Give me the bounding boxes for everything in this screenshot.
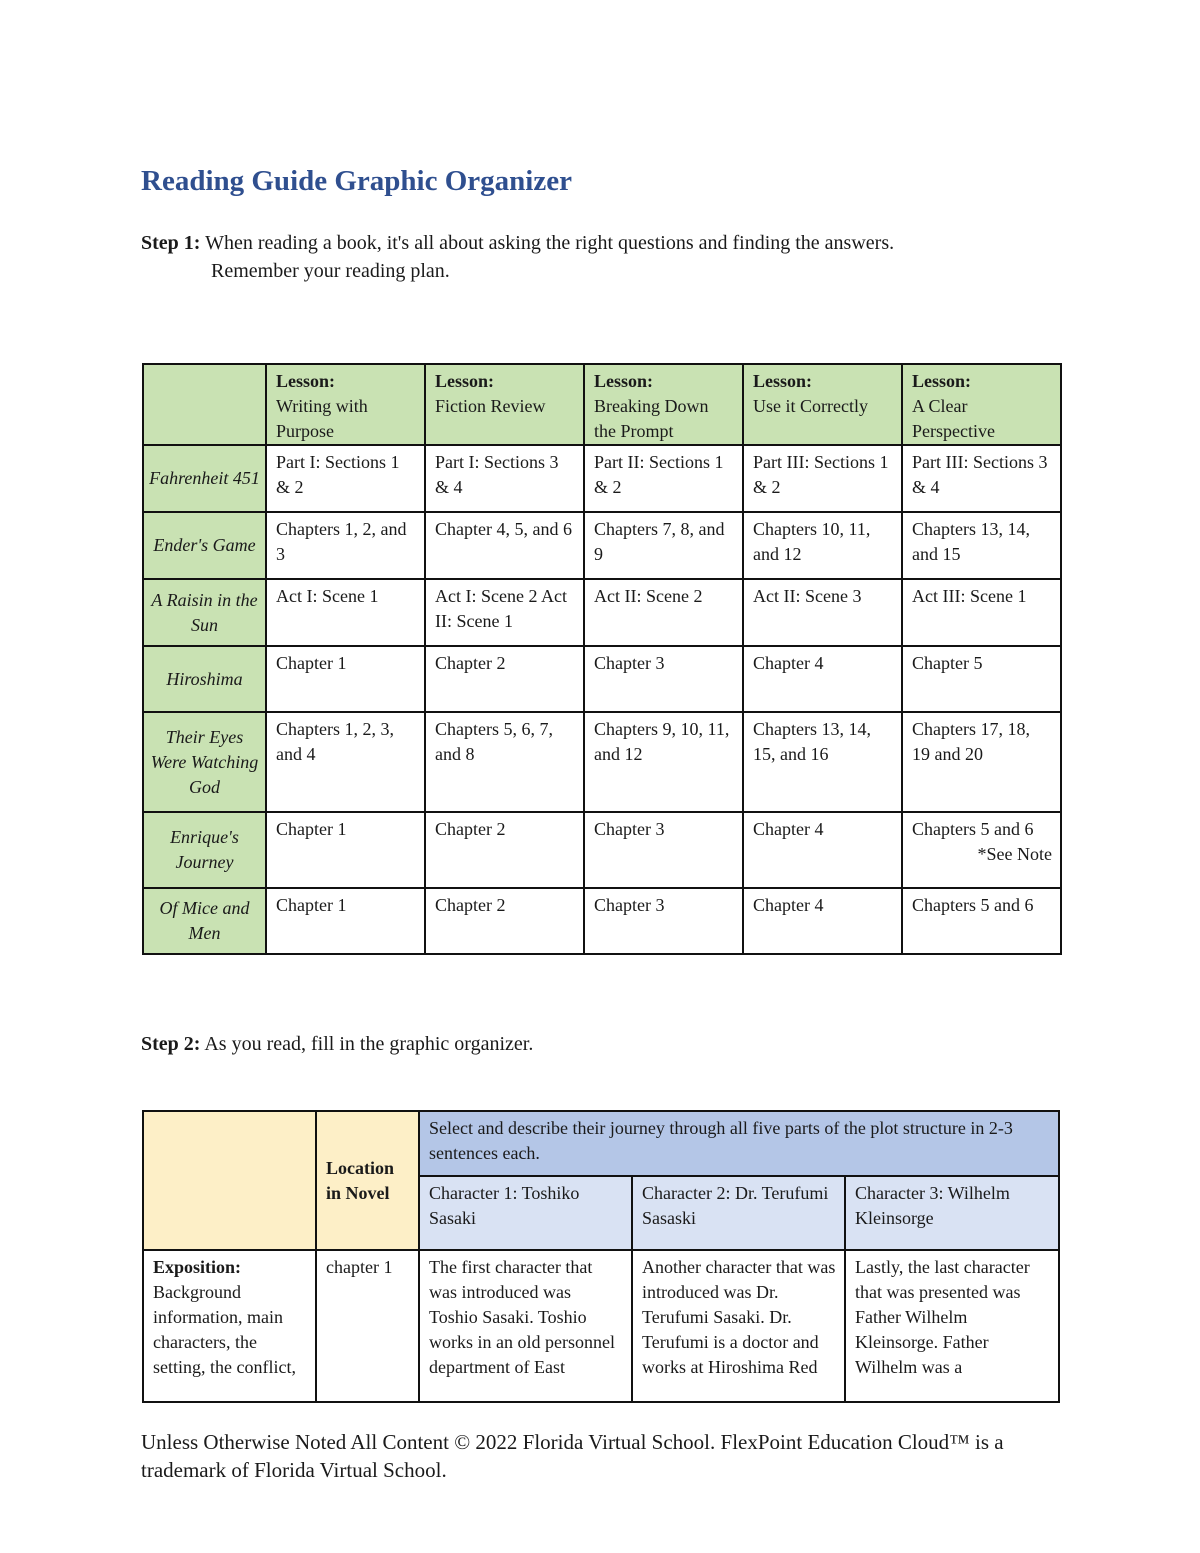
table-cell: Part I: Sections 3 & 4 [425, 445, 584, 512]
plot-instructions: Select and describe their journey through all five parts of the plot structure in 2-3 sentences each. [419, 1111, 1059, 1176]
lesson-header: Lesson: Use it Correctly [743, 364, 902, 445]
table-cell: Chapters 10, 11, and 12 [743, 512, 902, 579]
table-cell: Chapters 5, 6, 7, and 8 [425, 712, 584, 812]
table-cell: Chapters 17, 18, 19 and 20 [902, 712, 1061, 812]
table-cell: Chapters 1, 2, 3, and 4 [266, 712, 425, 812]
character-header: Character 1: Toshiko Sasaki [419, 1176, 632, 1250]
table-cell: Chapters 13, 14, and 15 [902, 512, 1061, 579]
copyright-footer: Unless Otherwise Noted All Content © 2022 Florida Virtual School. FlexPoint Education Cloud™ is a trademark of Florida Virtual School. [141, 1430, 1004, 1482]
lesson-header: Lesson: Breaking Down the Prompt [584, 364, 743, 445]
step1-label: Step 1: [141, 232, 201, 254]
table-cell: Chapter 2 [425, 646, 584, 712]
table-cell: Act III: Scene 1 [902, 579, 1061, 646]
table-row [143, 888, 1061, 954]
table-cell: Chapters 7, 8, and 9 [584, 512, 743, 579]
table-cell: Part I: Sections 1 & 2 [266, 445, 425, 512]
lesson-header-row [143, 364, 1061, 445]
table-cell: Chapter 5 [902, 646, 1061, 712]
exposition-label: Exposition: [153, 1257, 242, 1277]
step2-instructions [141, 1030, 533, 1058]
table-cell: Chapter 4, 5, and 6 [425, 512, 584, 579]
location-cell: chapter 1 [316, 1250, 419, 1402]
table-row [143, 579, 1061, 646]
reading-plan-table [142, 363, 1062, 955]
see-note: *See Note [977, 844, 1052, 864]
step1-instructions [141, 229, 1101, 285]
table-cell: Act II: Scene 3 [743, 579, 902, 646]
table-row [143, 445, 1061, 512]
table-cell: Chapters 13, 14, 15, and 16 [743, 712, 902, 812]
lesson-header: Lesson: Writing with Purpose [266, 364, 425, 445]
table-cell: Chapters 5 and 6 [902, 888, 1061, 954]
cell-text: Chapters 5 and 6 [912, 819, 1034, 839]
character3-cell: Lastly, the last character that was presented was Father Wilhelm Kleinsorge. Father Wilhelm was a [845, 1250, 1059, 1402]
character1-cell: The first character that was introduced was Toshio Sasaki. Toshio works in an old personnel department of East [419, 1250, 632, 1402]
table-cell: Part III: Sections 3 & 4 [902, 445, 1061, 512]
table-cell: Chapter 2 [425, 888, 584, 954]
table-cell: Chapters 9, 10, 11, and 12 [584, 712, 743, 812]
table-cell: Chapter 3 [584, 646, 743, 712]
book-title: A Raisin in the Sun [143, 579, 266, 646]
book-title: Hiroshima [143, 646, 266, 712]
table-cell: Chapter 4 [743, 888, 902, 954]
table-cell: Chapter 2 [425, 812, 584, 888]
table-row [143, 512, 1061, 579]
table-cell: Part II: Sections 1 & 2 [584, 445, 743, 512]
table-cell: Chapter 4 [743, 646, 902, 712]
corner-cell [143, 364, 266, 445]
corner-cell [143, 1111, 316, 1250]
table-cell [902, 812, 1061, 888]
table-cell: Part III: Sections 1 & 2 [743, 445, 902, 512]
table-row [143, 646, 1061, 712]
graphic-organizer-table [142, 1110, 1060, 1403]
table-cell: Chapter 1 [266, 888, 425, 954]
exposition-row [143, 1250, 1059, 1402]
exposition-description: Background information, main characters, the setting, the conflict, [153, 1282, 296, 1377]
book-title: Ender's Game [143, 512, 266, 579]
table-cell: Act I: Scene 1 [266, 579, 425, 646]
table-cell: Chapters 1, 2, and 3 [266, 512, 425, 579]
character2-cell: Another character that was introduced was Dr. Terufumi Sasaki. Dr. Terufumi is a doctor and works at Hiroshima Red [632, 1250, 845, 1402]
exposition-cell [143, 1250, 316, 1402]
book-title: Enrique's Journey [143, 812, 266, 888]
table-cell: Chapter 1 [266, 812, 425, 888]
book-title: Their Eyes Were Watching God [143, 712, 266, 812]
location-header: Location in Novel [316, 1111, 419, 1250]
table-row [143, 712, 1061, 812]
table-cell: Chapter 1 [266, 646, 425, 712]
table-cell: Act I: Scene 2 Act II: Scene 1 [425, 579, 584, 646]
page-title: Reading Guide Graphic Organizer [141, 165, 572, 197]
character-header: Character 3: Wilhelm Kleinsorge [845, 1176, 1059, 1250]
step1-text2: Remember your reading plan. [211, 260, 450, 282]
step2-text: As you read, fill in the graphic organizer. [204, 1033, 534, 1055]
table-cell: Chapter 4 [743, 812, 902, 888]
step1-text: When reading a book, it's all about asking the right questions and finding the answers. [205, 232, 895, 254]
table-row [143, 812, 1061, 888]
lesson-header: Lesson: A Clear Perspective [902, 364, 1061, 445]
step2-label: Step 2: [141, 1033, 201, 1055]
book-title: Fahrenheit 451 [143, 445, 266, 512]
table-cell: Act II: Scene 2 [584, 579, 743, 646]
table-cell: Chapter 3 [584, 888, 743, 954]
instructions-row [143, 1111, 1059, 1176]
lesson-header: Lesson: Fiction Review [425, 364, 584, 445]
book-title: Of Mice and Men [143, 888, 266, 954]
character-header: Character 2: Dr. Terufumi Sasaski [632, 1176, 845, 1250]
table-cell: Chapter 3 [584, 812, 743, 888]
